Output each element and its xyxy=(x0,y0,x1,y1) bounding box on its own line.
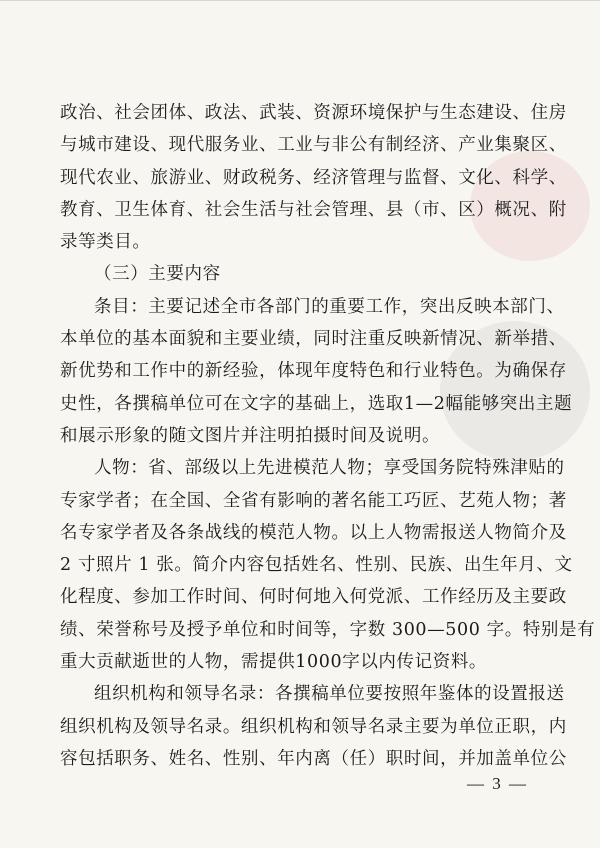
text-line: （三）主要内容 xyxy=(94,264,221,285)
text-line: 组织机构及领导名录。组织机构和领导名录主要为单位正职，内 xyxy=(60,716,567,737)
text-line: 教育、卫生体育、社会生活与社会管理、县（市、区）概况、附 xyxy=(60,199,567,220)
paragraph xyxy=(60,291,573,452)
section-heading xyxy=(60,258,530,290)
text-line: 录等类目。 xyxy=(60,232,151,253)
text-line: 和展示形象的随文图片并注明拍摄时间及说明。 xyxy=(60,425,441,446)
text-line: 容包括职务、姓名、性别、年内离（任）职时间，并加盖单位公 xyxy=(60,748,567,769)
text-line: 新优势和工作中的新经验，体现年度特色和行业特色。为确保存 xyxy=(60,361,567,382)
text-line: 2 寸照片 1 张。简介内容包括姓名、性别、民族、出生年月、文 xyxy=(60,555,573,576)
text-line: 人物：省、部级以上先进模范人物；享受国务院特殊津贴的 xyxy=(94,458,565,479)
text-line: 名专家学者及各条战线的模范人物。以上人物需报送人物简介及 xyxy=(60,522,567,543)
document-body xyxy=(60,97,596,775)
text-line: 史性，各撰稿单位可在文字的基础上，选取1—2幅能够突出主题 xyxy=(60,393,573,414)
text-line: 政治、社会团体、政法、武装、资源环境保护与生态建设、住房 xyxy=(60,103,567,123)
text-line: 专家学者；在全国、全省有影响的著名能工巧匠、艺苑人物；著 xyxy=(60,490,567,511)
text-line: 条目：主要记述全市各部门的重要工作，突出反映本部门、 xyxy=(94,296,565,317)
text-line: 重大贡献逝世的人物，需提供1000字以内传记资料。 xyxy=(60,652,488,673)
text-line: 绩、荣誉称号及授予单位和时间等，字数 300—500 字。特别是有 xyxy=(60,619,596,640)
text-line: 与城市建设、现代服务业、工业与非公有制经济、产业集聚区、 xyxy=(60,135,567,156)
paragraph xyxy=(60,678,567,775)
text-line: 组织机构和领导名录：各撰稿单位要按照年鉴体的设置报送 xyxy=(94,684,565,705)
paragraph xyxy=(60,97,567,258)
text-line: 化程度、参加工作时间、何时何地入何党派、工作经历及主要政 xyxy=(60,587,567,608)
text-line: 现代农业、旅游业、财政税务、经济管理与监督、文化、科学、 xyxy=(60,167,567,188)
page-number: — 3 — xyxy=(467,774,528,793)
text-line: 本单位的基本面貌和主要业绩，同时注重反映新情况、新举措、 xyxy=(60,329,567,350)
paragraph xyxy=(60,452,596,678)
